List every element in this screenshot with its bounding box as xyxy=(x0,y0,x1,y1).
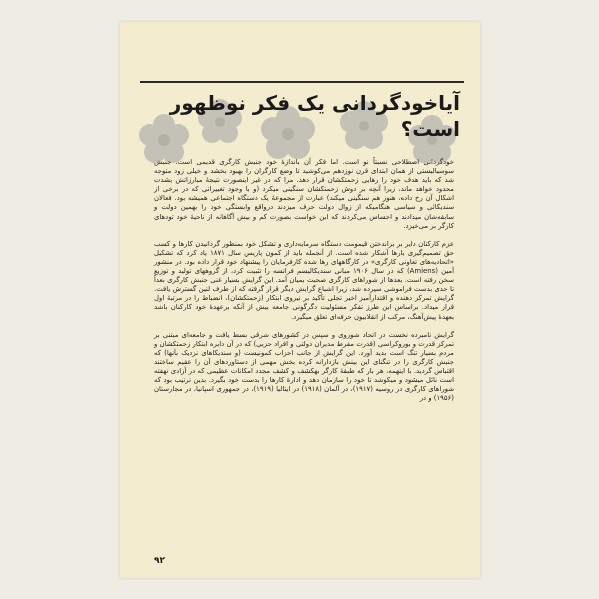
title-line-1: آیاخودگردانی یک فکر نوظهور xyxy=(169,91,460,115)
article-body xyxy=(154,158,454,403)
paragraph: گرایش نامبرده نخست در اتحاد شوروی و سپس در کشورهای شرقی بسط یافت و جامعه‌ای مبتنی بر تمرکز قدرت و بوروکراسی (قدرت مفرط مدیران دولتی و افراد حزبی) که در آن دایره ابتکار زحمتکشان و مردم بسیار تنگ است بدید آورد. این گرایش از جانب احزاب کمونیست (و سندیکاهای نزدیک بآنها) که جنبش کارگری را در تنگنای این بینش بازدارانه کرده بخش مهمی از دستاوردهای آن را عقیم ساختند اقتباس گردید. با اینهمه، هر بار که طبقهٔ کارگر بهکشف و کشف مجدد امکانات عظیمی که در آزادی نهفته است نائل میشود و میکوشد تا خود را سازمان دهد و ادارهٔ کارها را بدست خود بگیرد. بدین ترتیب بود که شوراهای کارگری در روسیه (۱۹۱۷)، در آلمان (۱۹۱۸) در ایتالیا (۱۹۱۹)، در جمهوری اسپانیا، در مجارستان (۱۹۵۶) و در xyxy=(154,330,455,403)
title-rule xyxy=(140,81,464,83)
title-line-2: است؟ xyxy=(400,117,460,141)
paragraph: عزم کارکنان دایر بر براندختن قیمومت دستگاه سرمایه‌داری و تشکل خود بمنظور گردانیدن کارها و کسب حق تصمیم‌گیری بارها آشکار شده است. از آنجمله باید از کمون پاریس سال ۱۸۷۱ یاد کرد که تشکیل «اتحادیه‌های تعاونی کارگری» در کارگاههای رها شده کارفرمایان را پیشنهاد خود قرار داده بود. در منشور آمین (Amiens) که در سال ۱۹۰۶ مبانی سندیکالیسم فرانسه را تثبیت کرد، از گروههای تولید و توزیع سخن رفته است. بعدها از شوراهای کارگری صحبت بمیان آمد. این گرایش بسیار غنی جنبش کارگری بعداً تا حدی بدست فراموشی سپرده شد، زیرا اشباع گرایش دیگر قرار گرفته که از طرف لنین گسترش یافت. گرایش تمرکز دهنده و اقتدارآمیز اخیر تجلی تأکید بر نیروی ابتکار (زحمتکشان)، انضباط را در مرتبهٔ اول قرار میداد. براساس این طرز تفکر مسئولیت دگرگونی جامعه بیش از آنکه برعهدهٔ خود کارکنان باشد بعهدهٔ پیش‌آهنگ، مرکب از انقلابیون حرفه‌ای تعلق میگیرد. xyxy=(154,239,454,321)
paragraph: خودگردانی اصطلاحی نسبتاً نو است. اما فکر آن باندازهٔ خود جنبش کارگری قدیمی است. جنبش سوسیالیستی از همان ابتدای قرن نوزدهم می‌کوشید تا وضع کارگران را بهبود بخشد و خیلی زود متوجه شد که باید هدف خود را رهایی زحمتکشان قرار دهد. مرا که در غیر اینصورت نتیجهٔ مبارزاتش بشدت محدود خواهد ماند، زیرا آنچه بر دوش زحمتکشان سنگینی میکرد (و با وجود تغییراتی که در برخی از اشکال آن رخ داده، هنوز هم سنگینی میکند) عبارت از مجموعهٔ یک دستگاه اجتماعی همیشه بود. فعالان سندیکائی و سیاسی هنگامیکه از زوال دولت حرف میزدند درواقع وابستگی خود را بهمین دولت و سابقه‌شان میدادند و احساس می‌کردند که این خواست بصورت کم و بیش آگاهانه از ناحیهٔ خود تودهای کارگر بر می‌خیزد. xyxy=(154,158,454,230)
chapter-title xyxy=(140,90,460,142)
document-page xyxy=(120,22,480,578)
page-number: ۹۲ xyxy=(154,556,165,566)
